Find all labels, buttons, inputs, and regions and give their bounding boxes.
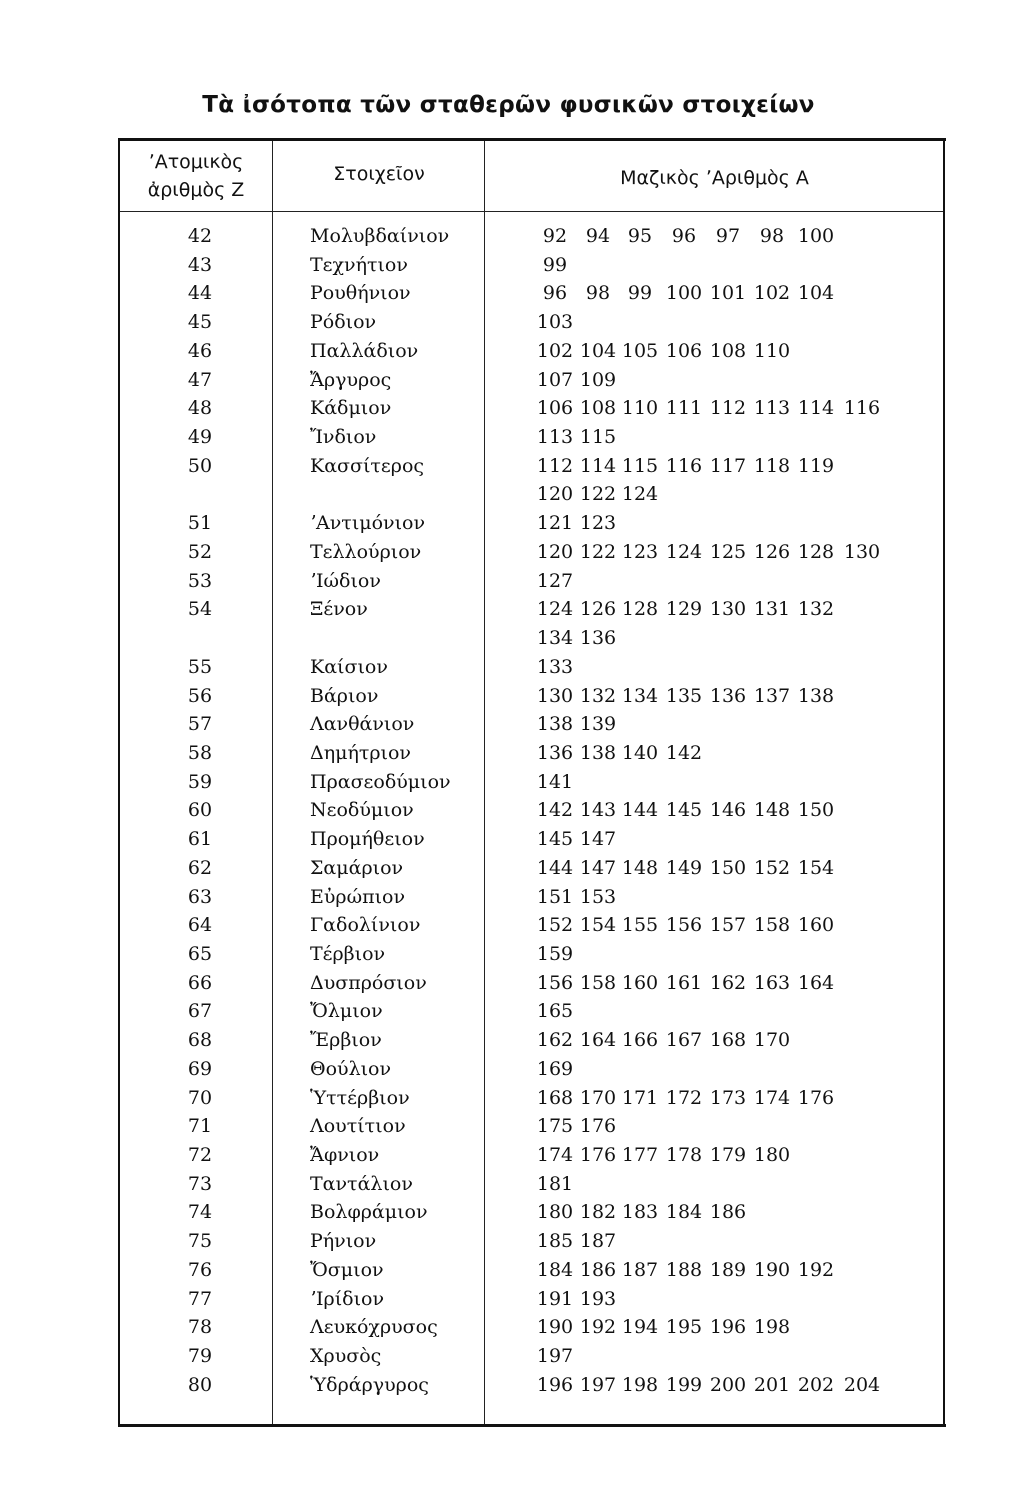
table-row	[0, 222, 1017, 251]
table-row	[0, 538, 1017, 567]
mass-number-cell: 142	[665, 741, 703, 764]
mass-number-cell: 126	[753, 540, 791, 563]
atomic-number-cell: 45	[187, 311, 213, 334]
element-name-cell: Λανθάνιον	[310, 713, 415, 736]
mass-number-cell: 123	[621, 540, 659, 563]
header-atomic-number	[120, 148, 272, 204]
atomic-number-cell: 69	[187, 1057, 213, 1080]
element-name-cell: Θούλιον	[310, 1057, 392, 1080]
table-row	[0, 854, 1017, 883]
mass-number-cell: 123	[579, 512, 617, 535]
element-name-cell: ʼΑντιμόνιον	[310, 512, 426, 535]
mass-number-cell: 178	[665, 1144, 703, 1167]
mass-number-cell: 96	[542, 282, 568, 305]
atomic-number-cell: 67	[187, 1000, 213, 1023]
mass-number-cell: 154	[797, 856, 835, 879]
mass-number-cell: 188	[665, 1258, 703, 1281]
table-row	[0, 1342, 1017, 1371]
mass-number-cell: 197	[579, 1373, 617, 1396]
mass-number-cell: 190	[536, 1316, 574, 1339]
mass-number-cell: 106	[536, 397, 574, 420]
mass-number-cell: 144	[621, 799, 659, 822]
mass-number-cell: 108	[579, 397, 617, 420]
header-mass-number: Μαζικὸς ʼΑριθμὸς Α	[620, 167, 809, 189]
mass-number-cell: 199	[665, 1373, 703, 1396]
mass-number-cell: 130	[843, 540, 881, 563]
mass-number-cell: 204	[843, 1373, 881, 1396]
table-row	[0, 251, 1017, 280]
mass-number-cell: 116	[843, 397, 881, 420]
mass-number-cell: 142	[536, 799, 574, 822]
mass-number-cell: 102	[753, 282, 791, 305]
atomic-number-cell: 65	[187, 943, 213, 965]
atomic-number-cell: 73	[187, 1172, 213, 1195]
element-name-cell: Ἴνδιον	[310, 426, 377, 449]
atomic-number-cell: 51	[187, 512, 213, 535]
mass-number-cell: 106	[665, 339, 703, 362]
mass-number-cell: 184	[665, 1201, 703, 1224]
mass-number-cell: 201	[753, 1373, 791, 1396]
mass-number-cell: 172	[665, 1086, 703, 1109]
table-row	[0, 366, 1017, 395]
mass-number-cell: 114	[579, 454, 617, 477]
table-row	[0, 710, 1017, 739]
mass-number-cell: 130	[536, 684, 574, 707]
mass-number-cell: 163	[753, 971, 791, 994]
mass-number-cell: 192	[797, 1258, 835, 1281]
table-row	[0, 1055, 1017, 1084]
mass-number-cell: 114	[797, 397, 835, 420]
table-row	[0, 308, 1017, 337]
page-title: Τὰ ἰσότοπα τῶν σταθερῶν φυσικῶν στοιχείων	[202, 92, 815, 118]
mass-number-cell: 148	[621, 856, 659, 879]
mass-number-cell: 198	[621, 1373, 659, 1396]
mass-number-cell: 186	[579, 1258, 617, 1281]
mass-number-cell: 96	[671, 225, 697, 247]
mass-number-cell: 152	[536, 914, 574, 937]
mass-number-cell: 158	[753, 914, 791, 937]
mass-number-cell: 119	[797, 454, 835, 477]
atomic-number-cell: 60	[187, 799, 213, 822]
element-name-cell: Ρόδιον	[310, 311, 377, 334]
table-row	[0, 1285, 1017, 1314]
atomic-number-cell: 75	[187, 1230, 213, 1253]
element-name-cell: Σαμάριον	[310, 856, 404, 879]
mass-number-cell: 120	[536, 540, 574, 563]
element-name-cell: Μολυβδαίνιον	[310, 225, 450, 247]
mass-number-cell: 181	[536, 1172, 574, 1195]
mass-number-cell: 121	[536, 512, 574, 535]
element-name-cell: Ρουθήνιον	[310, 282, 411, 305]
element-name-cell: Λουτίτιον	[310, 1115, 406, 1138]
mass-number-cell: 98	[759, 225, 785, 247]
mass-number-cell: 113	[536, 426, 574, 449]
mass-number-cell: 183	[621, 1201, 659, 1224]
element-name-cell: Νεοδύμιον	[310, 799, 414, 822]
mass-number-cell: 104	[797, 282, 835, 305]
mass-number-cell: 184	[536, 1258, 574, 1281]
mass-number-cell: 112	[709, 397, 747, 420]
mass-number-cell: 138	[579, 741, 617, 764]
mass-number-cell: 138	[797, 684, 835, 707]
mass-number-cell: 128	[621, 598, 659, 621]
mass-number-cell: 162	[709, 971, 747, 994]
mass-number-cell: 122	[579, 483, 617, 506]
header-atomic-number-line2: ἀριθμὸς Ζ	[147, 179, 245, 201]
mass-number-cell: 130	[709, 598, 747, 621]
element-name-cell: Ταντάλιον	[310, 1172, 413, 1195]
atomic-number-cell: 76	[187, 1258, 213, 1281]
mass-number-cell: 127	[536, 569, 574, 592]
mass-number-cell: 168	[709, 1029, 747, 1052]
mass-number-cell: 100	[665, 282, 703, 305]
mass-number-cell: 155	[621, 914, 659, 937]
atomic-number-cell: 52	[187, 540, 213, 563]
mass-number-cell: 120	[536, 483, 574, 506]
mass-number-cell: 192	[579, 1316, 617, 1339]
mass-number-cell: 190	[753, 1258, 791, 1281]
mass-number-cell: 177	[621, 1144, 659, 1167]
table-row	[0, 969, 1017, 998]
table-row	[0, 883, 1017, 912]
mass-number-cell: 160	[621, 971, 659, 994]
table-row	[0, 624, 1017, 653]
header-divider	[120, 211, 943, 212]
mass-number-cell: 176	[579, 1144, 617, 1167]
mass-number-cell: 109	[579, 368, 617, 391]
table-row	[0, 682, 1017, 711]
atomic-number-cell: 80	[187, 1373, 213, 1396]
table-row	[0, 1141, 1017, 1170]
mass-number-cell: 153	[579, 885, 617, 908]
mass-number-cell: 134	[621, 684, 659, 707]
atomic-number-cell: 47	[187, 368, 213, 391]
mass-number-cell: 103	[536, 311, 574, 334]
mass-number-cell: 104	[579, 339, 617, 362]
mass-number-cell: 198	[753, 1316, 791, 1339]
table-row	[0, 1227, 1017, 1256]
atomic-number-cell: 43	[187, 253, 213, 276]
mass-number-cell: 116	[665, 454, 703, 477]
atomic-number-cell: 61	[187, 828, 213, 851]
mass-number-cell: 176	[579, 1115, 617, 1138]
mass-number-cell: 140	[621, 741, 659, 764]
element-name-cell: Δημήτριον	[310, 741, 411, 764]
mass-number-cell: 175	[536, 1115, 574, 1138]
table-row	[0, 452, 1017, 481]
mass-number-cell: 101	[709, 282, 747, 305]
atomic-number-cell: 46	[187, 339, 213, 362]
mass-number-cell: 161	[665, 971, 703, 994]
element-name-cell: Προμήθειον	[310, 828, 425, 851]
atomic-number-cell: 77	[187, 1287, 213, 1310]
mass-number-cell: 154	[579, 914, 617, 937]
mass-number-cell: 124	[621, 483, 659, 506]
element-name-cell: Κασσίτερος	[310, 454, 425, 477]
table-row	[0, 1198, 1017, 1227]
mass-number-cell: 167	[665, 1029, 703, 1052]
mass-number-cell: 180	[753, 1144, 791, 1167]
mass-number-cell: 139	[579, 713, 617, 736]
atomic-number-cell: 64	[187, 914, 213, 937]
table-row	[0, 509, 1017, 538]
mass-number-cell: 112	[536, 454, 574, 477]
table-row	[0, 1170, 1017, 1199]
mass-number-cell: 102	[536, 339, 574, 362]
atomic-number-cell: 74	[187, 1201, 213, 1224]
table-row	[0, 653, 1017, 682]
mass-number-cell: 111	[665, 397, 703, 420]
table-row	[0, 337, 1017, 366]
mass-number-cell: 124	[536, 598, 574, 621]
element-name-cell: Λευκόχρυσος	[310, 1316, 438, 1339]
mass-number-cell: 115	[579, 426, 617, 449]
table-row	[0, 768, 1017, 797]
mass-number-cell: 169	[536, 1057, 574, 1080]
atomic-number-cell: 57	[187, 713, 213, 736]
element-name-cell: Πρασεοδύμιον	[310, 770, 451, 793]
mass-number-cell: 110	[753, 339, 791, 362]
mass-number-cell: 105	[621, 339, 659, 362]
mass-number-cell: 164	[797, 971, 835, 994]
mass-number-cell: 115	[621, 454, 659, 477]
mass-number-cell: 144	[536, 856, 574, 879]
mass-number-cell: 107	[536, 368, 574, 391]
mass-number-cell: 171	[621, 1086, 659, 1109]
table-row	[0, 940, 1017, 969]
mass-number-cell: 149	[665, 856, 703, 879]
table-row	[0, 480, 1017, 509]
element-name-cell: Τέρβιον	[310, 943, 386, 965]
table-row	[0, 1313, 1017, 1342]
mass-number-cell: 132	[797, 598, 835, 621]
table-row	[0, 1112, 1017, 1141]
atomic-number-cell: 78	[187, 1316, 213, 1339]
atomic-number-cell: 49	[187, 426, 213, 449]
mass-number-cell: 147	[579, 828, 617, 851]
mass-number-cell: 117	[709, 454, 747, 477]
mass-number-cell: 108	[709, 339, 747, 362]
mass-number-cell: 180	[536, 1201, 574, 1224]
mass-number-cell: 187	[621, 1258, 659, 1281]
atomic-number-cell: 48	[187, 397, 213, 420]
mass-number-cell: 125	[709, 540, 747, 563]
mass-number-cell: 131	[753, 598, 791, 621]
mass-number-cell: 182	[579, 1201, 617, 1224]
header-element: Στοιχεῖον	[333, 163, 425, 185]
mass-number-cell: 97	[715, 225, 741, 247]
element-name-cell: Ἔρβιον	[310, 1029, 382, 1052]
table-row	[0, 595, 1017, 624]
mass-number-cell: 191	[536, 1287, 574, 1310]
atomic-number-cell: 54	[187, 598, 213, 621]
element-name-cell: Ἄφνιον	[310, 1144, 380, 1167]
mass-number-cell: 99	[627, 282, 653, 305]
table-row	[0, 567, 1017, 596]
element-name-cell: Τεχνήτιον	[310, 253, 408, 276]
table-row	[0, 911, 1017, 940]
mass-number-cell: 141	[536, 770, 574, 793]
mass-number-cell: 165	[536, 1000, 574, 1023]
mass-number-cell: 138	[536, 713, 574, 736]
mass-number-cell: 110	[621, 397, 659, 420]
atomic-number-cell: 56	[187, 684, 213, 707]
element-name-cell: Χρυσὸς	[310, 1345, 382, 1368]
mass-number-cell: 196	[709, 1316, 747, 1339]
element-name-cell: Ὄλμιον	[310, 1000, 383, 1023]
element-name-cell: Εὐρώπιον	[310, 885, 406, 908]
mass-number-cell: 168	[536, 1086, 574, 1109]
element-name-cell: Ρήνιον	[310, 1230, 377, 1253]
element-name-cell: Ὑττέρβιον	[310, 1086, 410, 1109]
mass-number-cell: 126	[579, 598, 617, 621]
atomic-number-cell: 44	[187, 282, 213, 305]
mass-number-cell: 157	[709, 914, 747, 937]
mass-number-cell: 158	[579, 971, 617, 994]
mass-number-cell: 113	[753, 397, 791, 420]
mass-number-cell: 194	[621, 1316, 659, 1339]
mass-number-cell: 162	[536, 1029, 574, 1052]
mass-number-cell: 193	[579, 1287, 617, 1310]
element-name-cell: Καίσιον	[310, 655, 388, 678]
mass-number-cell: 170	[753, 1029, 791, 1052]
atomic-number-cell: 70	[187, 1086, 213, 1109]
mass-number-cell: 176	[797, 1086, 835, 1109]
mass-number-cell: 145	[536, 828, 574, 851]
mass-number-cell: 118	[753, 454, 791, 477]
atomic-number-cell: 59	[187, 770, 213, 793]
mass-number-cell: 174	[536, 1144, 574, 1167]
mass-number-cell: 189	[709, 1258, 747, 1281]
mass-number-cell: 195	[665, 1316, 703, 1339]
mass-number-cell: 136	[709, 684, 747, 707]
mass-number-cell: 132	[579, 684, 617, 707]
mass-number-cell: 196	[536, 1373, 574, 1396]
mass-number-cell: 174	[753, 1086, 791, 1109]
element-name-cell: Βολφράμιον	[310, 1201, 428, 1224]
mass-number-cell: 179	[709, 1144, 747, 1167]
mass-number-cell: 122	[579, 540, 617, 563]
mass-number-cell: 92	[542, 225, 568, 247]
mass-number-cell: 137	[753, 684, 791, 707]
mass-number-cell: 95	[627, 225, 653, 247]
mass-number-cell: 124	[665, 540, 703, 563]
mass-number-cell: 156	[665, 914, 703, 937]
element-name-cell: Δυσπρόσιον	[310, 971, 427, 994]
mass-number-cell: 185	[536, 1230, 574, 1253]
mass-number-cell: 134	[536, 627, 574, 650]
mass-number-cell: 197	[536, 1345, 574, 1368]
table-row	[0, 1256, 1017, 1285]
element-name-cell: Τελλούριον	[310, 540, 422, 563]
atomic-number-cell: 71	[187, 1115, 213, 1138]
mass-number-cell: 100	[797, 225, 835, 247]
header-atomic-number-line1: ʼΑτομικὸς	[148, 151, 244, 173]
mass-number-cell: 99	[542, 253, 568, 276]
mass-number-cell: 129	[665, 598, 703, 621]
mass-number-cell: 166	[621, 1029, 659, 1052]
mass-number-cell: 128	[797, 540, 835, 563]
atomic-number-cell: 63	[187, 885, 213, 908]
mass-number-cell: 170	[579, 1086, 617, 1109]
mass-number-cell: 136	[579, 627, 617, 650]
atomic-number-cell: 42	[187, 225, 213, 247]
mass-number-cell: 186	[709, 1201, 747, 1224]
mass-number-cell: 133	[536, 655, 574, 678]
table-row	[0, 739, 1017, 768]
table-row	[0, 423, 1017, 452]
table-row	[0, 394, 1017, 423]
mass-number-cell: 98	[585, 282, 611, 305]
table-row	[0, 796, 1017, 825]
element-name-cell: Βάριον	[310, 684, 379, 707]
mass-number-cell: 136	[536, 741, 574, 764]
table-row	[0, 1084, 1017, 1113]
atomic-number-cell: 72	[187, 1144, 213, 1167]
atomic-number-cell: 68	[187, 1029, 213, 1052]
element-name-cell: ʼΙρίδιον	[310, 1287, 385, 1310]
table-row	[0, 825, 1017, 854]
mass-number-cell: 147	[579, 856, 617, 879]
mass-number-cell: 200	[709, 1373, 747, 1396]
atomic-number-cell: 55	[187, 655, 213, 678]
mass-number-cell: 135	[665, 684, 703, 707]
element-name-cell: Ἄργυρος	[310, 368, 392, 391]
mass-number-cell: 173	[709, 1086, 747, 1109]
atomic-number-cell: 79	[187, 1345, 213, 1368]
mass-number-cell: 152	[753, 856, 791, 879]
atomic-number-cell: 66	[187, 971, 213, 994]
element-name-cell: ʼΙώδιον	[310, 569, 381, 592]
mass-number-cell: 156	[536, 971, 574, 994]
mass-number-cell: 151	[536, 885, 574, 908]
table-row	[0, 279, 1017, 308]
atomic-number-cell: 62	[187, 856, 213, 879]
element-name-cell: Κάδμιον	[310, 397, 392, 420]
table-row	[0, 1371, 1017, 1400]
atomic-number-cell: 58	[187, 741, 213, 764]
mass-number-cell: 143	[579, 799, 617, 822]
mass-number-cell: 145	[665, 799, 703, 822]
mass-number-cell: 159	[536, 943, 574, 965]
mass-number-cell: 202	[797, 1373, 835, 1396]
table-row	[0, 1026, 1017, 1055]
atomic-number-cell: 50	[187, 454, 213, 477]
table-row	[0, 997, 1017, 1026]
mass-number-cell: 148	[753, 799, 791, 822]
atomic-number-cell: 53	[187, 569, 213, 592]
mass-number-cell: 187	[579, 1230, 617, 1253]
element-name-cell: Ὑδράργυρος	[310, 1373, 429, 1396]
element-name-cell: Ὄσμιον	[310, 1258, 384, 1281]
element-name-cell: Ξένον	[310, 598, 368, 621]
mass-number-cell: 94	[585, 225, 611, 247]
mass-number-cell: 150	[709, 856, 747, 879]
mass-number-cell: 160	[797, 914, 835, 937]
mass-number-cell: 146	[709, 799, 747, 822]
mass-number-cell: 150	[797, 799, 835, 822]
element-name-cell: Παλλάδιον	[310, 339, 419, 362]
element-name-cell: Γαδολίνιον	[310, 914, 421, 937]
mass-number-cell: 164	[579, 1029, 617, 1052]
